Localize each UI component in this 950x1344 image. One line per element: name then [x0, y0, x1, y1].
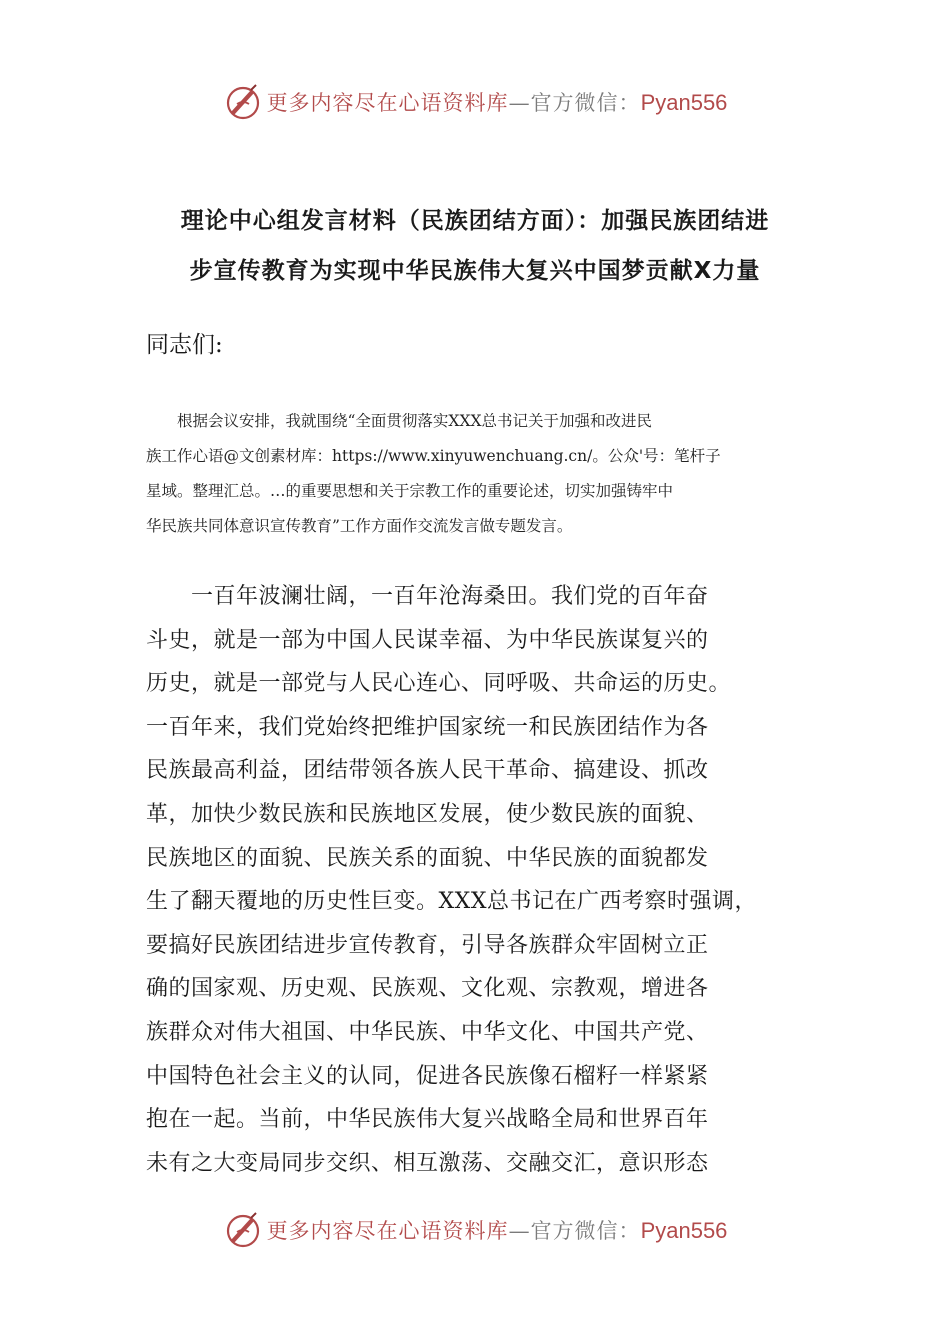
intro-line: 根据会议安排，我就围绕“全面贯彻落实XXX总书记关于加强和改进民	[146, 412, 653, 430]
banner-main-text: 更多内容尽在心语资料库	[266, 1219, 509, 1243]
body-line: 生了翻天覆地的历史性巨变。XXX总书记在广西考察时强调，	[146, 889, 757, 915]
intro-paragraph	[146, 404, 816, 544]
title-line: 理论中心组发言材料（民族团结方面）：加强民族团结进	[180, 208, 770, 234]
banner-tail-text: —官方微信：	[508, 1219, 641, 1243]
body-line: 确的国家观、历史观、民族观、文化观、宗教观，增进各	[146, 976, 709, 1002]
header-banner	[0, 80, 950, 124]
body-line: 历史，就是一部党与人民心连心、同呼吸、共命运的历史。	[146, 671, 732, 697]
body-line: 族群众对伟大祖国、中华民族、中华文化、中国共产党、	[146, 1019, 709, 1045]
wechat-id: Pyan556	[640, 90, 728, 115]
intro-line: 华民族共同体意识宣传教育”工作方面作交流发言做专题发言。	[146, 517, 573, 535]
body-paragraph	[146, 575, 826, 1185]
body-line: 民族最高利益，团结带领各族人民干革命、搞建设、抓改	[146, 758, 709, 784]
body-line: 民族地区的面貌、民族关系的面貌、中华民族的面貌都发	[146, 845, 709, 871]
pen-circle-logo-icon	[223, 82, 263, 122]
footer-banner	[0, 1208, 950, 1252]
title-line: 步宣传教育为实现中华民族伟大复兴中国梦贡献X力量	[189, 258, 761, 284]
wechat-id: Pyan556	[640, 1218, 728, 1243]
body-line: 未有之大变局同步交织、相互激荡、交融交汇，意识形态	[146, 1150, 709, 1176]
banner-text	[267, 1215, 728, 1245]
body-line: 抱在一起。当前，中华民族伟大复兴战略全局和世界百年	[146, 1107, 709, 1133]
body-line: 斗史，就是一部为中国人民谋幸福、为中华民族谋复兴的	[146, 627, 709, 653]
greeting: 同志们:	[146, 332, 223, 358]
banner-text	[267, 87, 728, 117]
pen-circle-logo-icon	[223, 1210, 263, 1250]
body-line: 要搞好民族团结进步宣传教育，引导各族群众牢固树立正	[146, 932, 709, 958]
intro-line: 族工作心语@文创素材库：https://www.xinyuwenchuang.cn/。公众'号：笔杆子	[146, 447, 721, 465]
banner-main-text: 更多内容尽在心语资料库	[266, 91, 509, 115]
document-title	[130, 196, 820, 296]
banner-tail-text: —官方微信：	[508, 91, 641, 115]
body-line: 一百年来，我们党始终把维护国家统一和民族团结作为各	[146, 714, 709, 740]
body-line: 一百年波澜壮阔，一百年沧海桑田。我们党的百年奋	[146, 584, 709, 609]
body-line: 中国特色社会主义的认同，促进各民族像石榴籽一样紧紧	[146, 1063, 709, 1089]
body-line: 革，加快少数民族和民族地区发展，使少数民族的面貌、	[146, 801, 709, 827]
intro-line: 星域。整理汇总。…的重要思想和关于宗教工作的重要论述，切实加强铸牢中	[146, 482, 674, 500]
